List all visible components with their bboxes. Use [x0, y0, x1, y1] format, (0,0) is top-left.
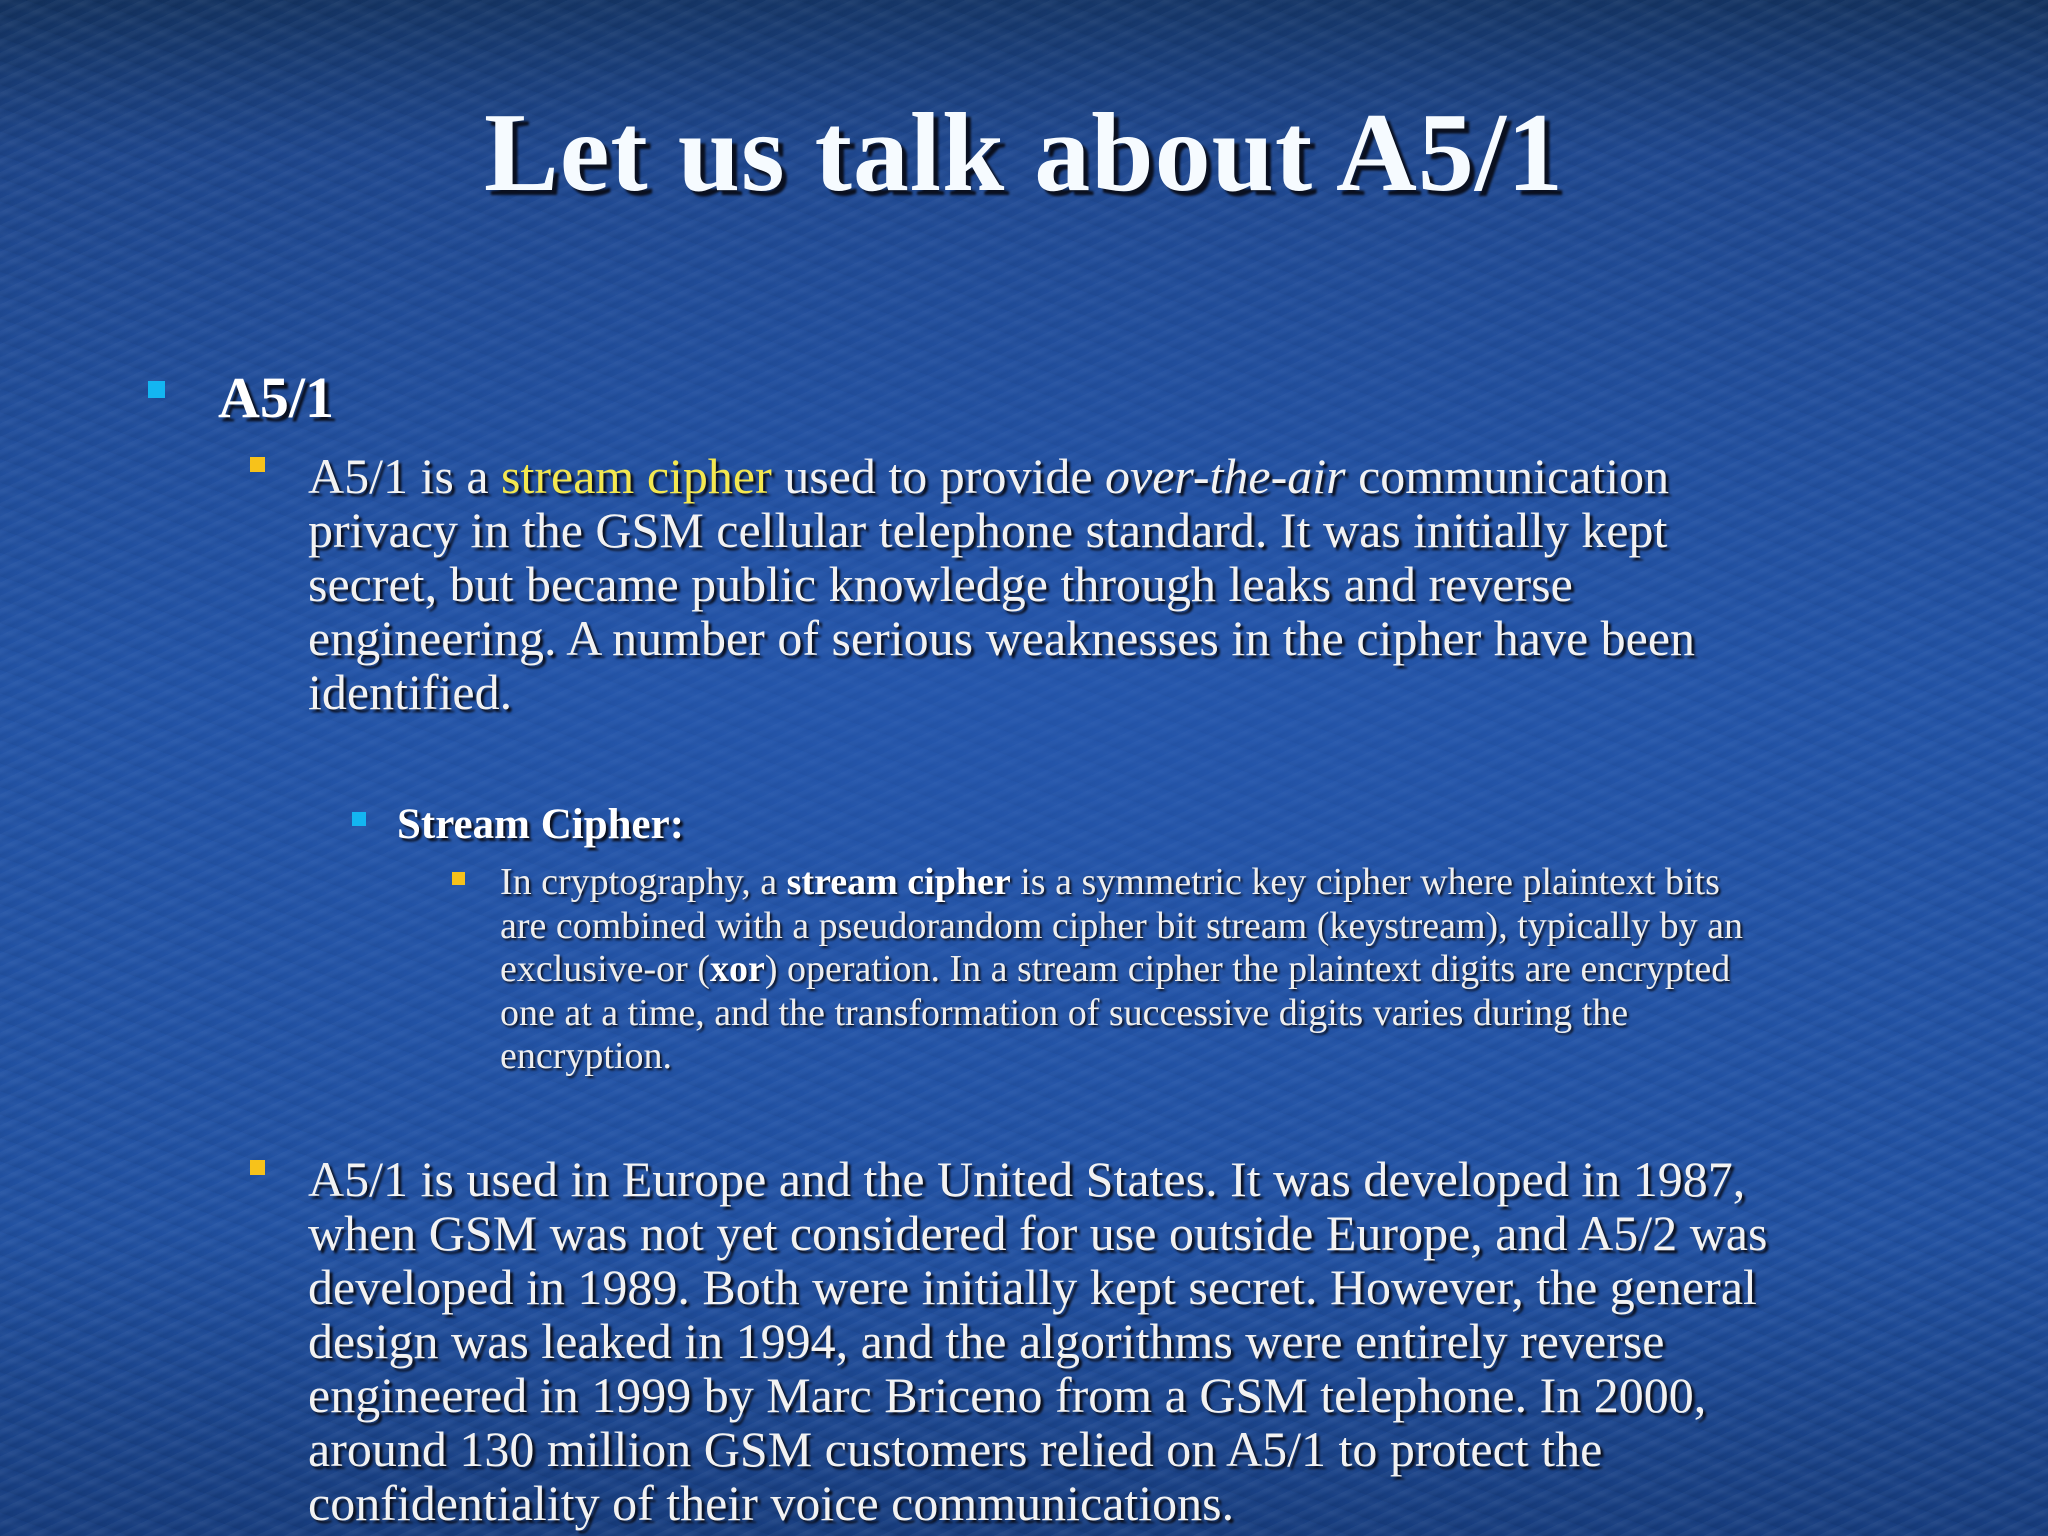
- italic-term: over-the-air: [1105, 448, 1346, 504]
- text-line: engineered in 1999 by Marc Briceno from a GSM telephone. In 2000,: [308, 1367, 1707, 1423]
- text-run: used to provide: [771, 448, 1106, 504]
- text-line: when GSM was not yet considered for use outside Europe, and A5/2 was: [308, 1205, 1768, 1261]
- text-line: A5/1 is used in Europe and the United States. It was developed in 1987,: [308, 1151, 1746, 1207]
- text-line: design was leaked in 1994, and the algorithms were entirely reverse: [308, 1313, 1665, 1369]
- text-line: encryption.: [500, 1035, 673, 1077]
- text-line: engineering. A number of serious weaknesses in the cipher have been: [308, 610, 1696, 666]
- paragraph-a51-overview: [308, 449, 2008, 719]
- paragraph-stream-cipher-definition: [500, 861, 1940, 1079]
- bold-term: xor: [709, 948, 765, 990]
- text-run: communication: [1345, 448, 1670, 504]
- bold-term: stream cipher: [786, 861, 1011, 903]
- text-line: confidentiality of their voice communications.: [308, 1475, 1235, 1531]
- text-line: secret, but became public knowledge through leaks and reverse: [308, 556, 1573, 612]
- text-run: In cryptography, a: [500, 861, 787, 903]
- main-bullet-heading: A5/1: [218, 365, 334, 430]
- highlight-term: stream cipher: [501, 448, 772, 504]
- text-run: is a symmetric key cipher where plaintext bits: [1010, 861, 1720, 903]
- bullet-square-icon: [452, 872, 465, 885]
- text-line: around 130 million GSM customers relied on A5/1 to protect the: [308, 1421, 1603, 1477]
- bullet-square-icon: [250, 457, 265, 472]
- bullet-square-icon: [352, 812, 366, 826]
- text-line: developed in 1989. Both were initially kept secret. However, the general: [308, 1259, 1757, 1315]
- slide-title: Let us talk about A5/1: [484, 91, 1564, 215]
- paragraph-a51-history: [308, 1152, 2008, 1530]
- bullet-square-icon: [250, 1160, 265, 1175]
- sub-heading-stream-cipher: Stream Cipher:: [397, 801, 685, 848]
- text-line: are combined with a pseudorandom cipher bit stream (keystream), typically by an: [500, 904, 1744, 947]
- text-run: exclusive-or (: [500, 948, 710, 990]
- text-line: privacy in the GSM cellular telephone standard. It was initially kept: [308, 502, 1668, 558]
- text-line: identified.: [308, 664, 513, 720]
- text-run: A5/1 is a: [308, 448, 502, 504]
- bullet-square-icon: [148, 381, 165, 398]
- text-run: ) operation. In a stream cipher the plaintext digits are encrypted: [764, 948, 1731, 990]
- text-line: one at a time, and the transformation of successive digits varies during the: [500, 991, 1629, 1034]
